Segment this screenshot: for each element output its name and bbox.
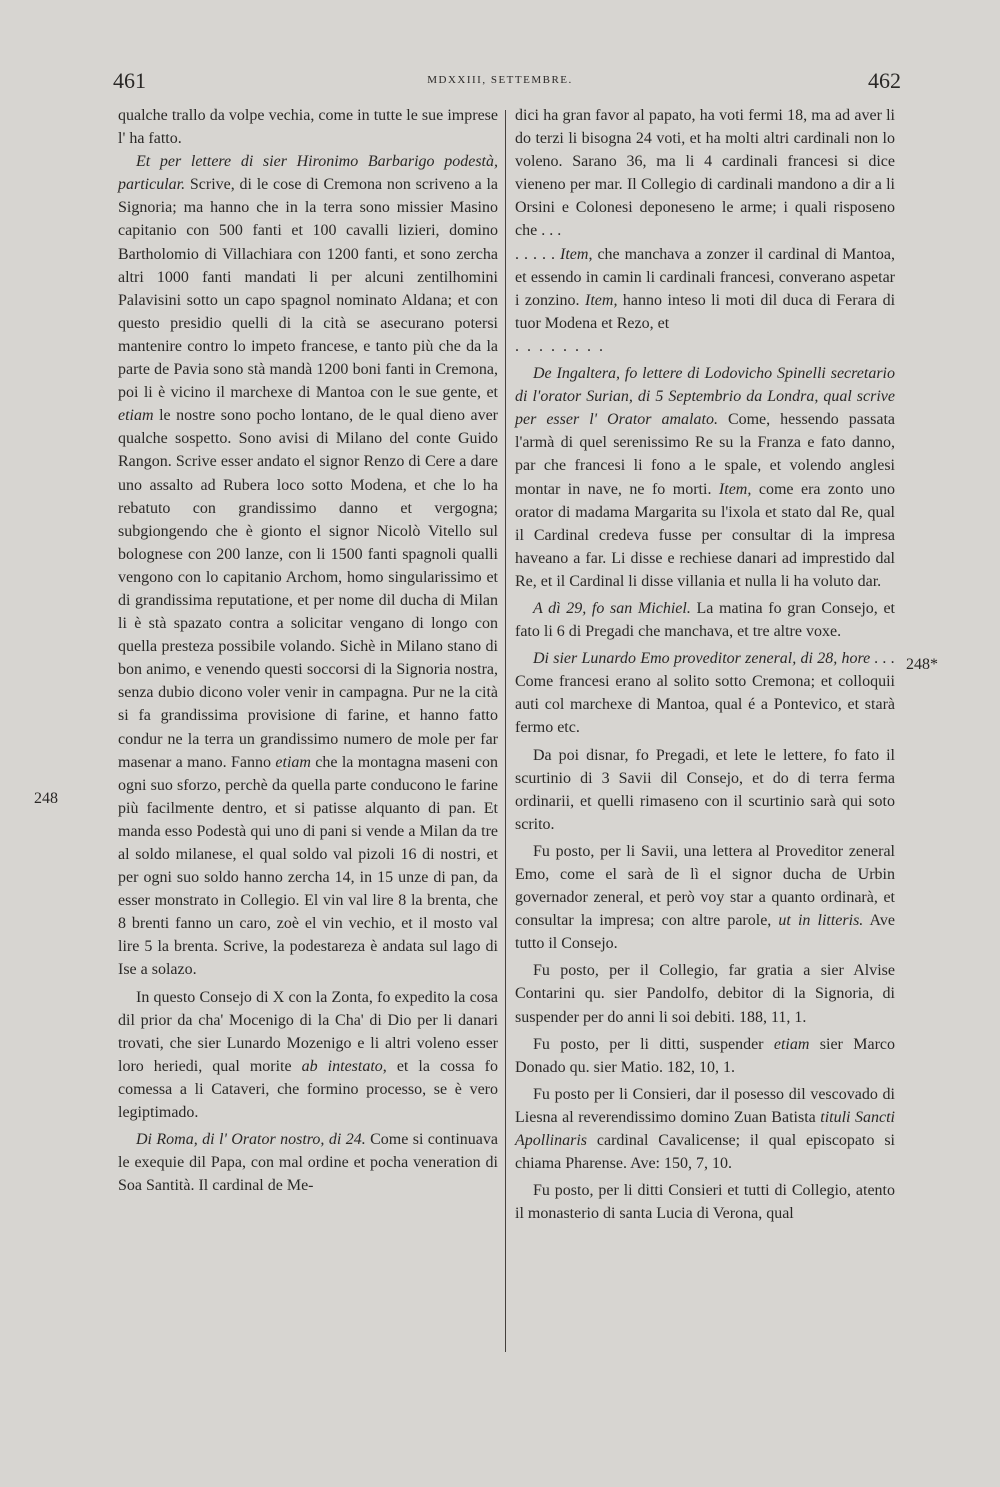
paragraph-text: sier Marco Donado qu. sier Matio. 182, 10, 1.: [515, 1035, 895, 1076]
paragraph: Fu posto, per il Collegio, far gratia a sier Alvise Contarini qu. sier Pandolfo, debitor di la Signoria, di suspender per do anni li soi debiti. 188, 11, 1.: [515, 962, 895, 1026]
paragraph-text: Scrive, di le cose di Cremona non scriveno a la Signoria; ma hanno che in la terra sono missier Masino capitanio con 500 fanti et 100 cavalli lizieri, domino Bartholomio di Villachiara con 1200 fanti, et sono zercha altri 1000 fanti mandati li per alcuni zentilhomini Palavisini sotto un capo spagnol nominato Aldana; et con questo presidio quelli di la cità se asecurano potersi mantenire contro lo impeto francese, e tanto più che da la parte de Pavia sono stà mandà 1200 boni fanti in Cremona, poi li è vicino il marchexe di Mantoa con le sue gente, et: [118, 176, 498, 402]
paragraph-text: come era zonto uno orator di madama Margarita su l'ixola et stato dal Re, qual il Cardinal credeva fusse per consultar di la impresa haveano a far. Li disse e rechiese danari ad imprestido dal Re, et il Cardinal li disse villania et nulla li ha voluto dar.: [515, 480, 895, 590]
ellipsis-dots: . . . . .: [515, 245, 561, 263]
italic-term: etiam: [275, 753, 311, 771]
paragraph-text: , et la cossa fo comessa a li Cataveri, che formino processo, se è vero legiptimado.: [118, 1057, 499, 1122]
paragraph-heading: Di sier Lunardo Emo proveditor zeneral, di 28, hore . . .: [533, 650, 895, 668]
right-column: [515, 104, 895, 1225]
paragraph-text: In questo Consejo di X con la Zonta, fo expedito la cosa dil prior da cha' Mocenigo di la Cha' di Dio per li danari trovati, che sier Lunardo Mozenigo e li altri voleno esser loro heriedi, qual morite: [118, 988, 498, 1075]
paragraph-text: hanno inteso li moti dil duca di Ferara di tuor Modena et Rezo, et: [515, 291, 896, 332]
left-column: [118, 104, 498, 1197]
running-head: MDXXIII, SETTEMBRE.: [427, 74, 573, 86]
page-number-right: 462: [868, 68, 901, 93]
paragraph-text: La matina fo gran Consejo, et fato li 6 di Pregadi che manchava, et tre altre voxe.: [515, 599, 896, 641]
paragraph-text: Fu posto, per li ditti, suspender: [533, 1035, 774, 1053]
paragraph-heading: De Ingaltera, fo lettere di Lodovicho Spinelli secretario di l'orator Surian, di 5 Septembrio da Londra, qual scrive per esser l' Orator amalato.: [515, 365, 895, 429]
paragraph-text: Fu posto, per li Savii, una lettera al Proveditor zeneral Emo, come el sarà de lì el signor ducha de Urbin governador zeneral, et però voy star a quanto ordinarà, et consultar la impresa; con altre parole,: [515, 842, 895, 930]
italic-term: ab intestato: [301, 1057, 383, 1075]
paragraph: dici ha gran favor al papato, ha voti fermi 18, ma ad aver li do terzi li bisogna 24 voti, et ha molti altri cardinali non lo voleno. Sarano 36, ma li 4 cardinali francesi si dice vieneno per mar. Il Collegio di cardinali mandono a dir a li Orsini e Colonesi deponeseno le arme; i quali risposeno che . . .: [515, 107, 895, 240]
paragraph-text: Come francesi erano al solito sotto Cremona; et colloquii auti col marchexe di Mantoa, qual é a Pontevico, et starà fermo etc.: [515, 673, 895, 737]
paragraph: Fu posto, per li ditti Consieri et tutti di Collegio, atento il monasterio di santa Lucia di Verona, qual: [515, 1182, 895, 1223]
paragraph: qualche trallo da volpe vechia, come in tutte le sue imprese l' ha fatto.: [118, 107, 498, 148]
paragraph-text: Come, hessendo passata l'armà di quel serenissimo Re su la Franza e fato danno, par che francesi li fono a le spale, et volendo anglesi montar in nave, ne fo morti.: [515, 411, 896, 498]
margin-number-left: 248: [34, 790, 58, 807]
italic-term: Item,: [718, 480, 752, 498]
paragraph: [118, 150, 498, 981]
paragraph-heading: Di Roma, di l' Orator nostro, di 24.: [136, 1131, 366, 1149]
italic-term: ut in litteris.: [778, 912, 864, 930]
italic-term: tituli Sancti Apollinaris: [515, 1108, 896, 1150]
italic-term: Item,: [585, 291, 618, 309]
paragraph: [118, 1128, 498, 1197]
paragraph-heading: Et per lettere di sier Hironimo Barbarigo podestà, particular.: [118, 153, 498, 194]
margin-number-right: 248*: [906, 656, 938, 673]
paragraph: [515, 647, 895, 739]
page-number-left: 461: [113, 68, 146, 93]
paragraph: [515, 840, 895, 955]
italic-term: Item,: [560, 245, 593, 263]
paragraph-text: le nostre sono pocho lontano, de le qual dieno aver qualche sospetto. Sono avisi di Milano del conte Guido Rangon. Scrive esser andato el signor Renzo di Cere a dare uno assalto ad Rubera loco sotto Modena, et che lo ha rebatuto con grandissimo danno et vergogna; subgiongendo che è gionto el signor Nicolò Vitello sul bolognese con 200 lanze, con li 1500 fanti spagnoli qualli vengono con lo capitanio Archom, homo singularissimo et di grandissima reputatione, et per nome dil ducha di Milan li è stà spazato contra a solicitar vengano di longo con quella presteza possibile volando. Sichè in Milano stano di bon animo, e venendo questi soccorsi di la Signoria nostra, senza dubio dicono voler venir in campagna. Pur ne la cità si fa grandissima provisione di farine, et hanno fatto condur ne la terra un grandissimo numero de mole per far masenar a mano. Fanno: [118, 407, 498, 771]
paragraph-text: che manchava a zonzer il cardinal di Mantoa, et essendo in camin li cardinali francesi, converano aspetar i zonzino.: [515, 245, 895, 309]
paragraph-text: cardinal Cavalicense; il qual episcopato si chiama Pharense. Ave: 150, 7, 10.: [515, 1132, 895, 1173]
paragraph-text: che la montagna maseni con ogni suo sforzo, perchè da quella parte conducono le farine più facilmente dentro, et si patisse alquanto di pan. Et manda esso Podestà qui uno di pani si vende a Milan da tre al soldo milanese, el qual soldo val pizoli 16 di nostri, et per ogni suo soldo hanno zercha 14, in 15 unze di pan, da esser monstrato in Collegio. El vin val lire 8 la brenta, che 8 brenti fanno un caro, zoè el vin vechio, et il mosto val lire 5 la brenta. Scrive, la podestareza è andata sul lago di Ise a solazo.: [118, 753, 498, 979]
paragraph: Da poi disnar, fo Pregadi, et lete le lettere, fo fato il scurtinio di 3 Savii dil Consejo, et do di terra ferma ordinarii, et quelli rimaseno con il scurtinio sarà qui soto scrito.: [515, 746, 895, 833]
italic-term: etiam: [773, 1035, 810, 1053]
paragraph-text: Come si continuava le exequie dil Papa, con mal ordine et pocha veneration di Soa Santità. Il cardinal de Me-: [118, 1131, 498, 1195]
paragraph: [515, 243, 895, 335]
paragraph: [515, 1083, 895, 1175]
italic-term: etiam: [118, 407, 154, 425]
paragraph: [515, 597, 895, 643]
paragraph: [515, 1033, 895, 1079]
paragraph: [118, 986, 498, 1125]
paragraph-text: Fu posto per li Consieri, dar il posesso dil vescovado di Liesna al reverendissimo domino Zuan Batista: [515, 1085, 895, 1126]
paragraph: [515, 362, 895, 593]
column-divider: [505, 110, 506, 1352]
paragraph-heading: A dì 29, fo san Michiel.: [533, 599, 691, 617]
paragraph-text: Ave tutto il Consejo.: [515, 912, 896, 953]
ellipsis-line: . . . . . . . .: [515, 337, 605, 355]
